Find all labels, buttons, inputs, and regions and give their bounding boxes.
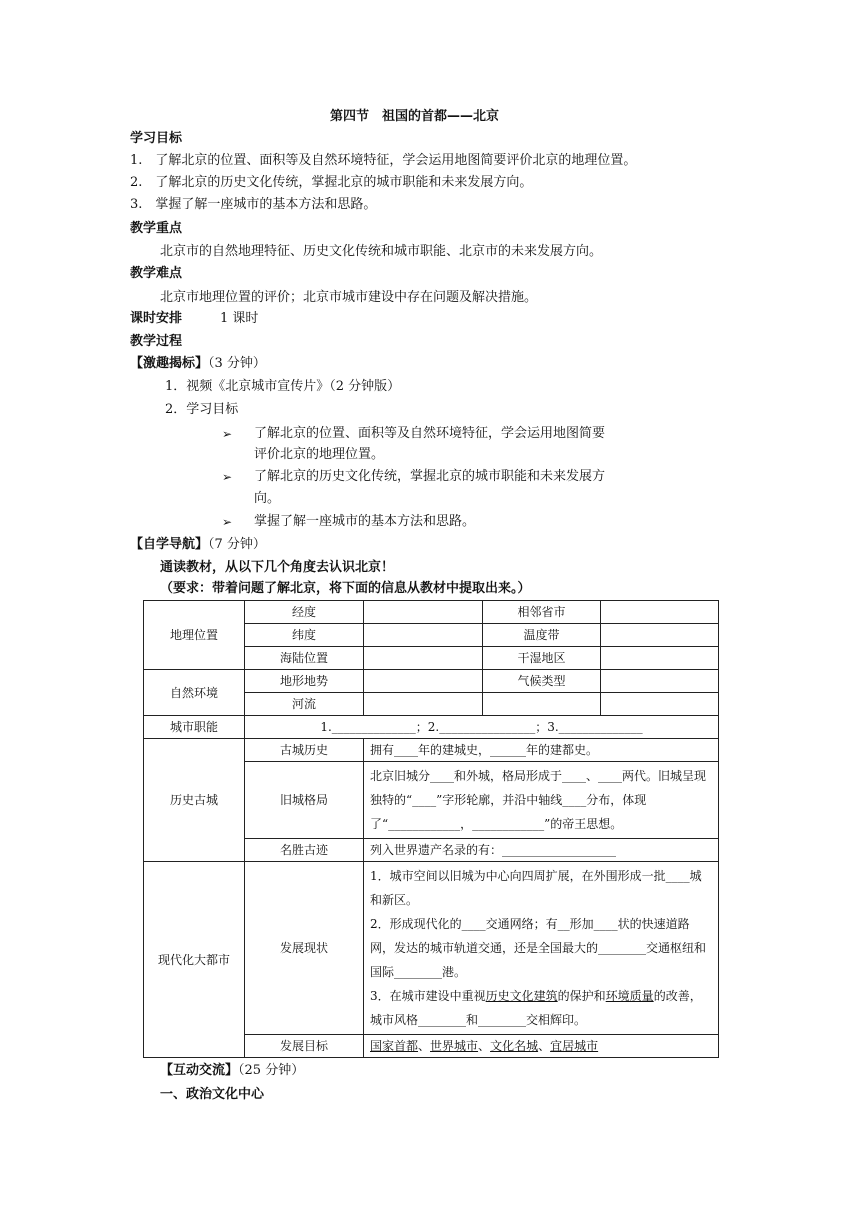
table-cell: 温度带 [483, 624, 601, 647]
table-cell: 发展目标 [245, 1035, 364, 1058]
underlined-term: 历史文化建筑 [485, 989, 558, 1003]
difficult-points-heading: 教学难点 [130, 266, 183, 281]
answer-cell[interactable] [601, 624, 719, 647]
answer-cell[interactable] [601, 601, 719, 624]
answer-cell[interactable] [364, 601, 483, 624]
difficult-points-text: 北京市地理位置的评价；北京市城市建设中存在问题及解决措施。 [160, 290, 538, 305]
goal-item: 宜居城市 [550, 1039, 599, 1053]
cell-paragraph: 1．城市空间以旧城为中心向四周扩展，在外围形成一批____城和新区。 [370, 869, 702, 907]
subsection-title: 一、政治文化中心 [160, 1087, 265, 1102]
table-cell: 气候类型 [483, 670, 601, 693]
separator: 、 [418, 1039, 431, 1053]
key-points-text: 北京市的自然地理特征、历史文化传统和城市职能、北京市的未来发展方向。 [160, 244, 603, 259]
section-time: （7 分钟） [208, 537, 266, 552]
fill-in-blanks[interactable]: 列入世界遗产名录的有：___________________ [364, 839, 719, 862]
text-run: 的改善，城市风格________和________交相辉印。 [370, 989, 702, 1027]
section-title: 【互动交流】 [160, 1063, 239, 1078]
section-title: 【激趣揭标】 [130, 356, 209, 371]
goal-item: 文化名城 [490, 1039, 539, 1053]
table-cell: 古城历史 [245, 739, 364, 762]
goal-item: 1. 了解北京的位置、面积等及自然环境特征，学会运用地图简要评价北京的地理位置。 [130, 153, 637, 168]
list-item: 1．视频《北京城市宣传片》（2 分钟版） [165, 379, 401, 394]
answer-cell[interactable] [483, 693, 601, 716]
schedule-heading: 课时安排 [130, 311, 183, 326]
answer-cell[interactable] [601, 647, 719, 670]
table-cell: 名胜古迹 [245, 839, 364, 862]
cell-paragraph: 北京旧城分____和外城，格局形成于____、____两代。旧城呈现独特的“____”字形轮廓，并沿中轴线____分布，体现了“____________，____________”的帝王思想。 [370, 769, 707, 831]
answer-cell[interactable] [601, 670, 719, 693]
table-cell: 河流 [245, 693, 364, 716]
goals-heading: 学习目标 [130, 131, 183, 146]
bullet-arrow-icon: ➢ [222, 427, 233, 441]
answer-cell[interactable] [364, 624, 483, 647]
section-requirement: （要求：带着问题了解北京，将下面的信息从教材中提取出来。） [160, 581, 531, 596]
table-cell: 旧城格局 [245, 762, 364, 839]
table-cell: 自然环境 [144, 670, 245, 716]
bullet-text: 掌握了解一座城市的基本方法和思路。 [254, 514, 476, 529]
fill-in-blanks[interactable] [364, 762, 719, 839]
separator: 、 [538, 1039, 551, 1053]
section-time: （25 分钟） [238, 1063, 305, 1078]
answer-cell[interactable] [364, 670, 483, 693]
bullet-text: 了解北京的位置、面积等及自然环境特征，学会运用地图简要 [254, 426, 606, 441]
table-cell: 地形地势 [245, 670, 364, 693]
table-cell: 经度 [245, 601, 364, 624]
list-item: 2．学习目标 [165, 402, 239, 417]
fill-in-blanks[interactable] [364, 862, 719, 1035]
bullet-text: 向。 [254, 491, 281, 506]
underlined-term: 环境质量 [605, 989, 654, 1003]
key-points-heading: 教学重点 [130, 221, 183, 236]
answer-cell[interactable] [364, 693, 483, 716]
text-run: 的保护和 [557, 989, 606, 1003]
table-cell: 历史古城 [144, 739, 245, 862]
goal-item: 2. 了解北京的历史文化传统，掌握北京的城市职能和未来发展方向。 [130, 175, 533, 190]
bullet-text: 了解北京的历史文化传统，掌握北京的城市职能和未来发展方 [254, 469, 606, 484]
text-run: 3．在城市建设中重视 [370, 989, 486, 1003]
section-intro: 通读教材，从以下几个角度去认识北京！ [160, 560, 395, 575]
bullet-arrow-icon: ➢ [222, 470, 233, 484]
table-cell: 干湿地区 [483, 647, 601, 670]
cell-paragraph: 2．形成现代化的____交通网络；有__形加____状的快速道路网，发达的城市轨道交通，还是全国最大的________交通枢纽和国际________港。 [370, 917, 707, 979]
table-cell: 发展现状 [245, 862, 364, 1035]
goal-item: 世界城市 [430, 1039, 479, 1053]
separator: 、 [478, 1039, 491, 1053]
section-header [160, 1062, 304, 1080]
table-cell: 纬度 [245, 624, 364, 647]
bullet-text: 评价北京的地理位置。 [254, 447, 385, 462]
info-table [143, 600, 719, 1058]
table-cell: 现代化大都市 [144, 862, 245, 1058]
section-time: （3 分钟） [208, 356, 266, 371]
table-cell: 海陆位置 [245, 647, 364, 670]
process-heading: 教学过程 [130, 334, 183, 349]
section-title: 【自学导航】 [130, 537, 209, 552]
table-cell: 相邻省市 [483, 601, 601, 624]
schedule-value: 1 课时 [220, 311, 259, 326]
cell-paragraph [370, 984, 712, 1032]
table-cell: 地理位置 [144, 601, 245, 670]
page-title: 第四节 祖国的首都——北京 [330, 109, 500, 124]
goal-item: 3. 掌握了解一座城市的基本方法和思路。 [130, 197, 377, 212]
bullet-arrow-icon: ➢ [222, 515, 233, 529]
table-cell: 城市职能 [144, 716, 245, 739]
goal-item: 国家首都 [370, 1039, 419, 1053]
answer-cell[interactable] [364, 647, 483, 670]
fill-in-blanks[interactable]: 1.______________；2.________________；3.______________ [245, 716, 719, 739]
fill-in-blanks[interactable]: 拥有____年的建城史，______年的建都史。 [364, 739, 719, 762]
section-header [130, 355, 266, 373]
goal-list [364, 1035, 719, 1058]
section-header [130, 536, 266, 554]
answer-cell[interactable] [601, 693, 719, 716]
